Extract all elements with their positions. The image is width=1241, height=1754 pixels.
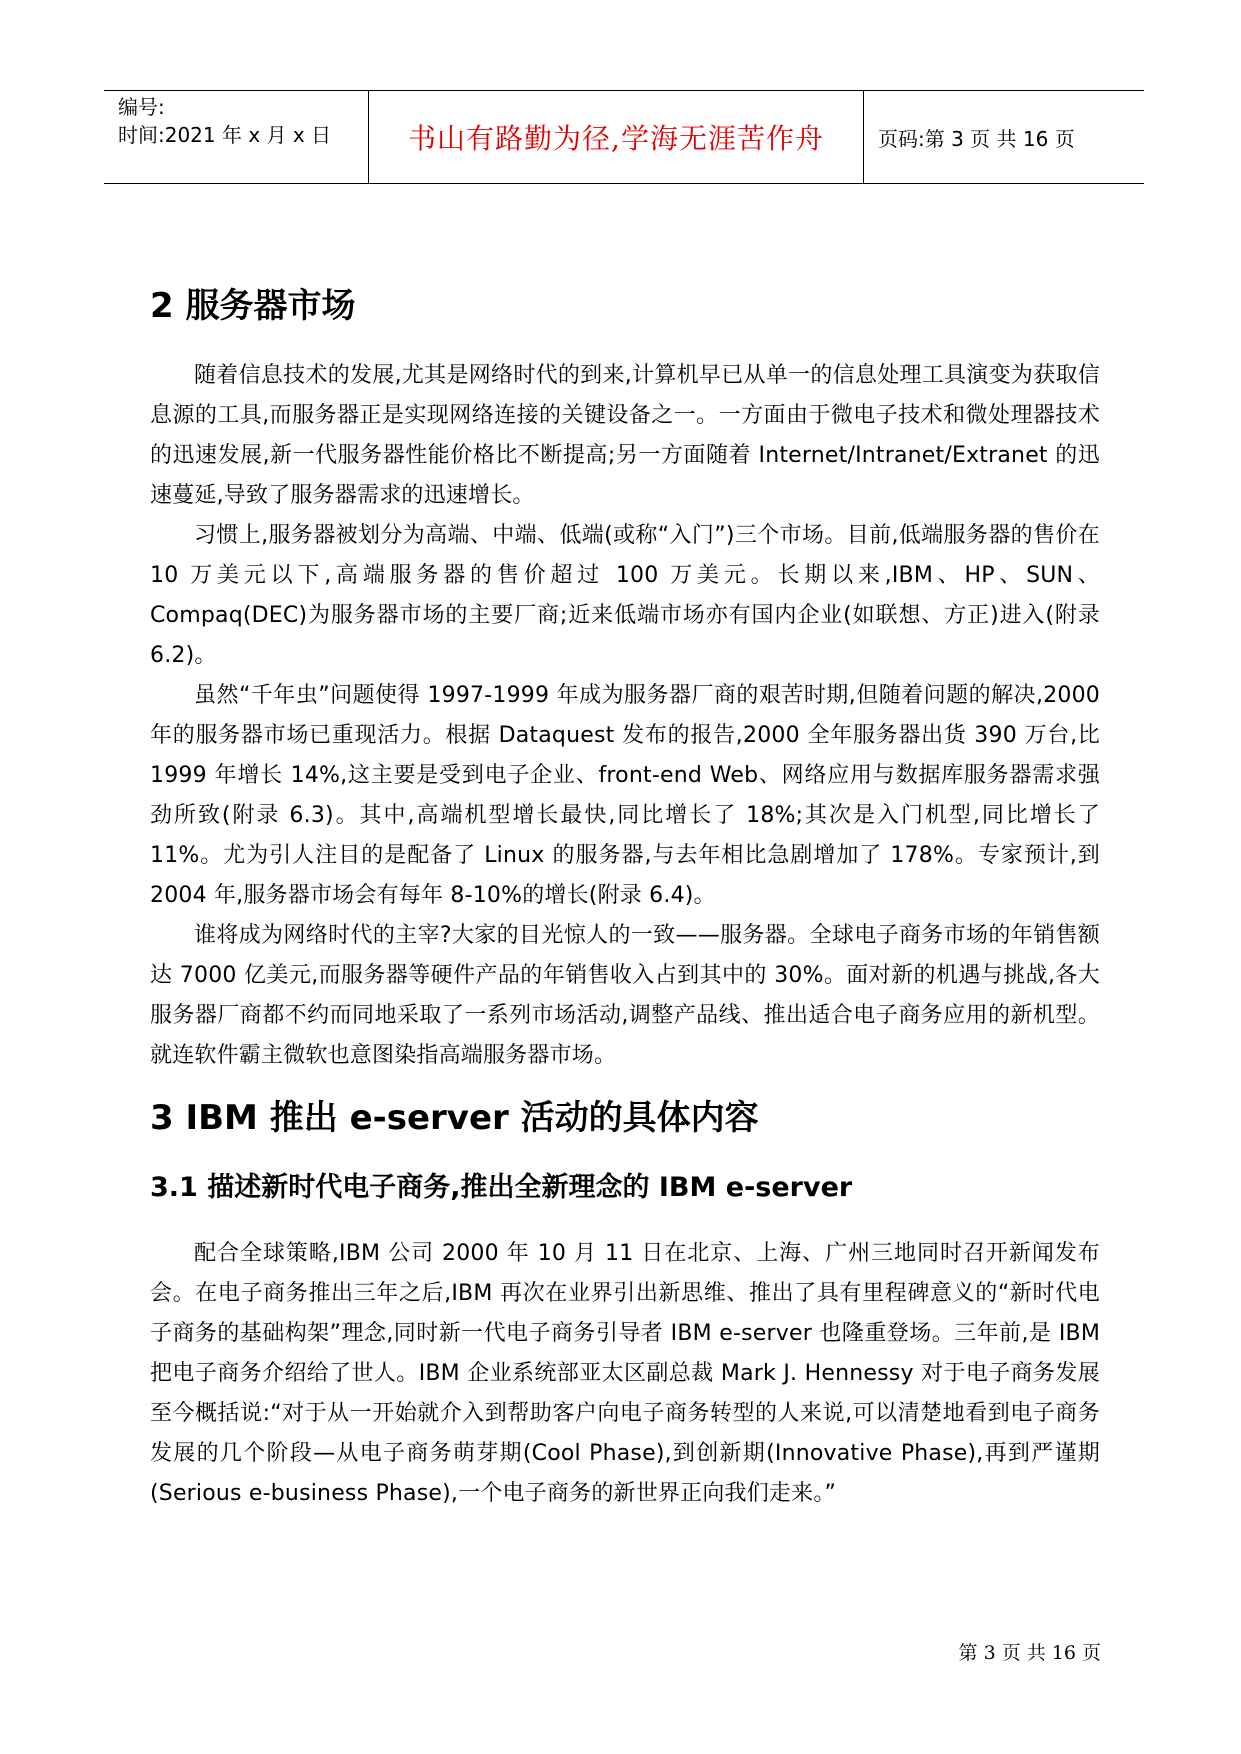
header-motto-cell [369,91,864,183]
page-footer: 第 3 页 共 16 页 [958,1642,1101,1664]
document-body [150,276,1100,1514]
section-2-paragraph: 谁将成为网络时代的主宰?大家的目光惊人的一致——服务器。全球电子商务市场的年销售额达 7000 亿美元,而服务器等硬件产品的年销售收入占到其中的 30%。面对新的机遇与挑战,各大服务器厂商都不约而同地采取了一系列市场活动,调整产品线、推出适合电子商务应用的新机型。就连软件霸主微软也意图染指高端服务器市场。 [150,923,1100,1068]
section-2-heading: 2 服务器市场 [150,286,356,326]
section-3-1-paragraph: 配合全球策略,IBM 公司 2000 年 10 月 11 日在北京、上海、广州三地同时召开新闻发布会。在电子商务推出三年之后,IBM 再次在业界引出新思维、推出了具有里程碑意义的“新时代电子商务的基础构架”理念,同时新一代电子商务引导者 IBM e-server 也隆重登场。三年前,是 IBM 把电子商务介绍给了世人。IBM 企业系统部亚太区副总裁 Mark J. Hennessy 对于电子商务发展至今概括说:“对于从一开始就介入到帮助客户向电子商务转型的人来说,可以清楚地看到电子商务发展的几个阶段—从电子商务萌芽期(Cool Phase),到创新期(Innovative Phase),再到严谨期(Serious e-business Phase),一个电子商务的新世界正向我们走来。” [150,1241,1100,1506]
section-3-heading: 3 IBM 推出 e-server 活动的具体内容 [150,1098,759,1138]
page-header [104,90,1144,184]
document-number-label: 编号: [118,95,165,119]
header-motto: 书山有路勤为径,学海无涯苦作舟 [408,122,824,155]
section-2-paragraph: 虽然“千年虫”问题使得 1997-1999 年成为服务器厂商的艰苦时期,但随着问题的解决,2000 年的服务器市场已重现活力。根据 Dataquest 发布的报告,2000 全年服务器出货 390 万台,比 1999 年增长 14%,这主要是受到电子企业、front-end Web、网络应用与数据库服务器需求强劲所致(附录 6.3)。其中,高端机型增长最快,同比增长了 18%;其次是入门机型,同比增长了 11%。尤为引人注目的是配备了 Linux 的服务器,与去年相比急剧增加了 178%。专家预计,到 2004 年,服务器市场会有每年 8-10%的增长(附录 6.4)。 [150,683,1100,908]
header-page-code: 页码:第 3 页 共 16 页 [878,126,1075,151]
section-2-paragraph: 随着信息技术的发展,尤其是网络时代的到来,计算机早已从单一的信息处理工具演变为获取信息源的工具,而服务器正是实现网络连接的关键设备之一。一方面由于微电子技术和微处理器技术的迅速发展,新一代服务器性能价格比不断提高;另一方面随着 Internet/Intranet/Extranet 的迅速蔓延,导致了服务器需求的迅速增长。 [150,363,1100,508]
header-page-cell [864,91,1144,183]
section-3-1-heading: 3.1 描述新时代电子商务,推出全新理念的 IBM e-server [150,1172,853,1203]
header-meta-cell [104,91,369,183]
section-2-paragraph: 习惯上,服务器被划分为高端、中端、低端(或称“入门”)三个市场。目前,低端服务器的售价在 10 万美元以下,高端服务器的售价超过 100 万美元。长期以来,IBM、HP、SUN、Compaq(DEC)为服务器市场的主要厂商;近来低端市场亦有国内企业(如联想、方正)进入(附录 6.2)。 [150,523,1100,668]
document-time-label: 时间:2021 年 x 月 x 日 [118,123,332,147]
